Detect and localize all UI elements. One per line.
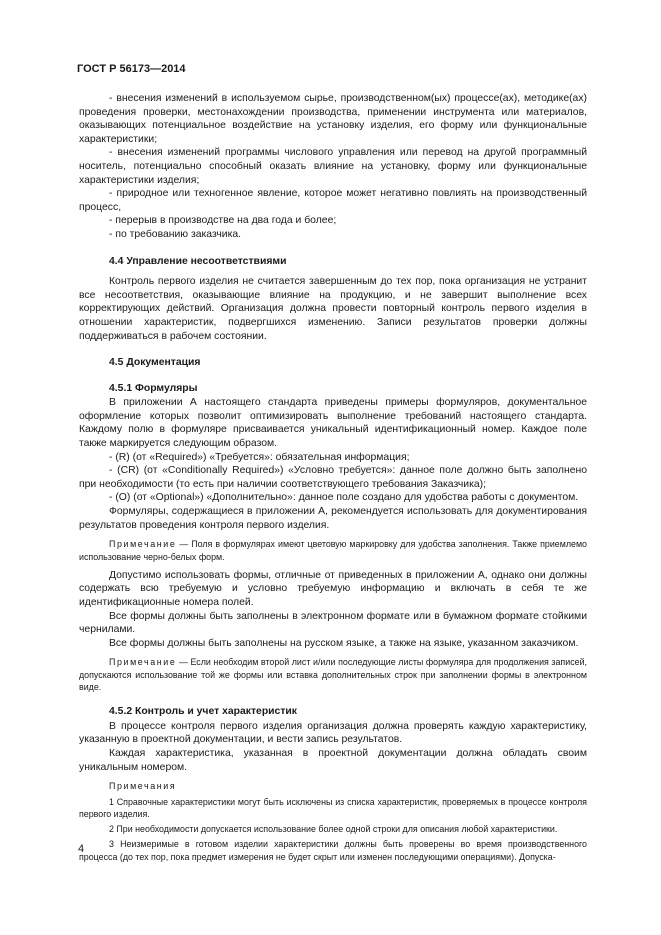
paragraph: В приложении А настоящего стандарта приведены примеры формуляров, документальное оформление которых позволит оптимизировать выполнение требований настоящего стандарта. Каждому полю в формуляре присваивается уникальный идентификационный номер. Каждое поле также маркируется следующим образом. <box>79 397 587 450</box>
list-item: - внесения изменений программы числового управления или перевод на другой программный носитель, потенциально способный оказать влияние на установку, форму или функциональные характеристики изделия; <box>79 147 587 186</box>
note-item: 2 При необходимости допускается использование более одной строки для описания любой характеристики. <box>109 824 558 835</box>
list-item: - (O) (от «Optional») «Дополнительно»: данное поле создано для удобства работы с документом. <box>109 492 579 504</box>
paragraph: Все формы должны быть заполнены на русском языке, а также на языке, указанном заказчиком. <box>109 637 579 649</box>
section-heading-4-5: 4.5 Документация <box>109 357 201 369</box>
note-item: 1 Справочные характеристики могут быть исключены из списка характеристик, проверяемых в процессе контроля первого изделия. <box>79 796 587 819</box>
paragraph: Формуляры, содержащиеся в приложении А, рекомендуется использовать для документирования результатов проведения контроля первого изделия. <box>79 506 587 531</box>
list-item: - природное или техногенное явление, которое может негативно повлиять на производственный процесс, <box>79 188 587 213</box>
note-text: — Если необходим второй лист и/или последующие листы формуляра для продолжения записей, допускаются использование той же формы или вставка дополнительных строк при заполнении формы в электронном виде. <box>79 657 587 692</box>
list-item: - (R) (от «Required») «Требуется»: обязательная информация; <box>109 451 410 463</box>
notes-label: Примечания <box>109 781 177 792</box>
page-number: 4 <box>78 843 85 855</box>
paragraph: Контроль первого изделия не считается завершенным до тех пор, пока организация не устранит все несоответствия, оказывающие влияние на продукцию, и не завершит выполнение всех корректирующих действий. Организация должна провести повторный контроль первого изделия в отношении характеристик, подвергшихся изменению. Записи результатов проверки должны поддерживаться в рабочем состоянии. <box>79 276 587 342</box>
note-label: Примечание <box>109 539 177 550</box>
section-heading-4-5-1: 4.5.1 Формуляры <box>109 382 198 394</box>
paragraph: Все формы должны быть заполнены в электронном формате или в бумажном формате стойкими чернилами. <box>79 610 587 636</box>
section-heading-4-4: 4.4 Управление несоответствиями <box>109 255 287 267</box>
note <box>79 656 587 693</box>
standard-header: ГОСТ Р 56173—2014 <box>77 63 186 75</box>
page-body <box>79 92 587 863</box>
list-item: - внесения изменений в используемом сырье, производственном(ых) процессе(ах), методике(ах) проведения проверки, местонахождении производства, применении инструмента или материалов, оказывающих потенциальное воздействие на установку изделия, его форму или функциональные характеристики; <box>79 93 587 145</box>
list-item: - перерыв в производстве на два года и более; <box>109 215 337 227</box>
note-text: — Поля в формулярах имеют цветовую маркировку для удобства заполнения. Также приемлемо использование черно-белых форм. <box>79 539 587 562</box>
note <box>79 538 587 563</box>
note-item: 3 Неизмеримые в готовом изделии характеристики должны быть проверены во время производственного процесса (до тех пор, пока предмет измерения не будет скрыт или изменен последующими операциями). Допуска- <box>79 839 587 862</box>
paragraph: Допустимо использовать формы, отличные от приведенных в приложении А, однако они должны содержать всю требуемую и условно требуемую информацию и включать в себя те же идентификационные номера полей. <box>79 569 587 608</box>
list-item: - (CR) (от «Conditionally Required») «Условно требуется»: данное поле должно быть заполнено при необходимости (то есть при наличии соответствующего требования Заказчика); <box>79 465 587 490</box>
paragraph: Каждая характеристика, указанная в проектной документации должна обладать своим уникальным номером. <box>79 748 587 773</box>
paragraph: В процессе контроля первого изделия организация должна проверять каждую характеристику, указанную в проектной документации, и вести запись результатов. <box>79 720 587 746</box>
list-item: - по требованию заказчика. <box>109 228 242 240</box>
note-label: Примечание <box>109 657 177 668</box>
section-heading-4-5-2: 4.5.2 Контроль и учет характеристик <box>109 706 298 718</box>
